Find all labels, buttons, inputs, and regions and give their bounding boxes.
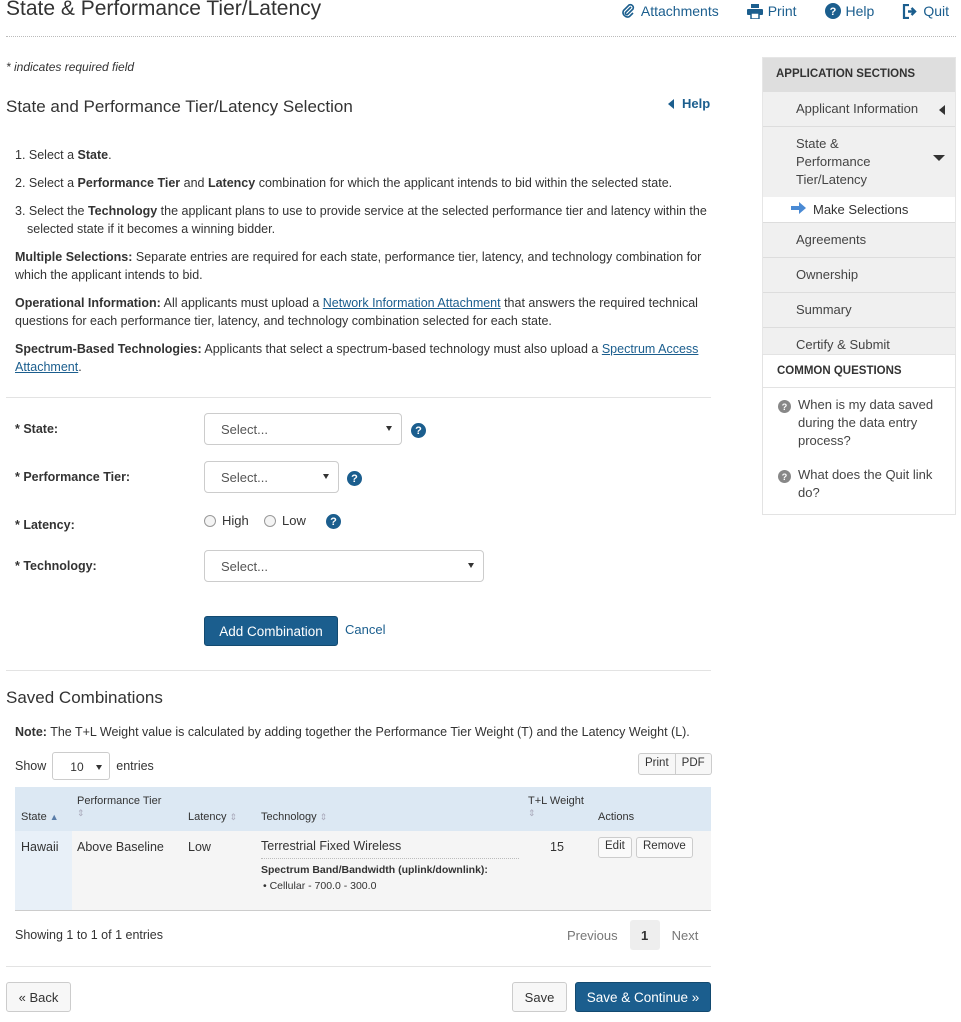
table-header <box>15 787 711 831</box>
performance-tier-label: * Performance Tier: <box>15 470 131 484</box>
help-circle-icon <box>825 3 841 19</box>
sort-icon: ⇕ <box>229 812 238 822</box>
cancel-link[interactable]: Cancel <box>345 622 386 637</box>
caret-left-icon <box>939 105 945 115</box>
latency-label: * Latency: <box>15 518 75 532</box>
latency-high-radio[interactable]: High <box>204 513 249 528</box>
latency-help-icon[interactable]: ? <box>326 514 341 529</box>
dropdown-caret-icon <box>386 426 392 431</box>
table-row <box>15 831 711 911</box>
dropdown-caret-icon <box>96 765 102 770</box>
sidebar-item-state-performance[interactable]: State & Performance Tier/Latency <box>763 127 955 197</box>
section-title: State and Performance Tier/Latency Selection <box>6 97 353 116</box>
operational-info-note: Operational Information: All applicants must upload a Network Information Attachment that answers the required technical questions for each performance tier, latency, and technology combination selected for each state. <box>15 296 698 328</box>
svg-text:?: ? <box>829 6 836 18</box>
export-buttons <box>638 753 712 775</box>
technology-select[interactable]: Select... <box>204 550 484 582</box>
sort-icon: ⇕ <box>77 808 85 818</box>
performance-tier-select[interactable]: Select... <box>204 461 339 493</box>
sort-asc-icon: ▲ <box>49 812 59 822</box>
spectrum-tech-note: Spectrum-Based Technologies: Applicants that select a spectrum-based technology must also upload a Spectrum Access Attachment. <box>15 342 699 374</box>
required-field-note: * indicates required field <box>6 60 135 74</box>
dropdown-caret-icon <box>468 563 474 568</box>
divider <box>6 670 711 671</box>
performance-tier-help-icon[interactable]: ? <box>347 471 362 486</box>
technology-label: * Technology: <box>15 559 97 573</box>
section-help-link[interactable] <box>668 96 710 111</box>
instruction-step-1: 1. Select a State. <box>15 148 112 162</box>
instructions <box>15 146 715 386</box>
application-sections-nav <box>762 57 956 363</box>
sidebar-item-agreements[interactable]: Agreements <box>763 223 955 258</box>
common-questions-panel <box>762 354 956 515</box>
question-quit-link[interactable]: ? What does the Quit link do? <box>763 458 955 514</box>
attachments-link[interactable] <box>620 3 719 19</box>
sidebar-item-ownership[interactable]: Ownership <box>763 258 955 293</box>
state-select[interactable]: Select... <box>204 413 402 445</box>
state-help-icon[interactable]: ? <box>411 423 426 438</box>
divider <box>6 397 711 398</box>
help-header-label: Help <box>845 3 875 19</box>
column-header-performance-tier[interactable]: Performance Tier ⇕ <box>77 795 162 818</box>
remove-button[interactable]: Remove <box>636 837 693 858</box>
column-header-technology[interactable]: Technology ⇕ <box>261 811 328 823</box>
sign-out-icon <box>902 4 918 19</box>
question-icon: ? <box>778 470 791 483</box>
arrow-right-icon <box>791 202 807 217</box>
help-header-link[interactable] <box>825 3 875 19</box>
showing-entries-text: Showing 1 to 1 of 1 entries <box>15 928 164 942</box>
sidebar-heading: APPLICATION SECTIONS <box>763 58 955 92</box>
pager-previous[interactable]: Previous <box>567 927 618 943</box>
column-header-actions: Actions <box>598 811 635 823</box>
save-button[interactable]: Save <box>512 982 567 1012</box>
network-info-attachment-link[interactable]: Network Information Attachment <box>322 296 501 310</box>
pagination <box>567 920 698 950</box>
common-questions-heading: COMMON QUESTIONS <box>763 355 955 388</box>
quit-link[interactable] <box>902 3 949 19</box>
export-pdf-button[interactable]: PDF <box>676 753 712 775</box>
spectrum-value: • Cellular - 700.0 - 300.0 <box>263 880 377 892</box>
instruction-step-3: 3. Select the Technology the applicant plans to use to provide service at the selected performance tier and latency within the selected state if it becomes a winning bidder. <box>15 204 707 236</box>
sidebar-item-certify-submit[interactable]: Certify & Submit <box>796 337 890 352</box>
cell-weight: 15 <box>550 840 564 854</box>
print-label: Print <box>767 3 797 19</box>
caret-left-icon <box>668 99 674 109</box>
section-help-label: Help <box>682 96 711 111</box>
radio-circle[interactable] <box>204 515 216 527</box>
print-link[interactable] <box>747 3 797 19</box>
multiple-selections-note: Multiple Selections: Separate entries are required for each state, performance tier, latency, and technology combination for which the applicant intends to bid. <box>15 250 702 282</box>
caret-down-icon <box>933 155 945 161</box>
attachments-label: Attachments <box>640 3 719 19</box>
pager-current-page[interactable]: 1 <box>630 920 660 950</box>
sidebar-subitem-make-selections[interactable]: Make Selections <box>763 197 955 223</box>
sidebar-item-summary[interactable]: Summary <box>763 293 955 328</box>
weight-note: Note: The T+L Weight value is calculated by adding together the Performance Tier Weight (T) and the Latency Weight (L). <box>15 725 690 739</box>
instruction-step-2: 2. Select a Performance Tier and Latency combination for which the applicant intends to bid within the selected state. <box>15 176 673 190</box>
paperclip-icon <box>620 3 636 19</box>
entries-per-page-select[interactable]: 10 <box>52 752 110 780</box>
saved-combinations-title: Saved Combinations <box>6 688 163 707</box>
header-divider <box>6 36 956 37</box>
dropdown-caret-icon <box>323 474 329 479</box>
sidebar-item-applicant-information[interactable]: Applicant Information <box>763 92 955 127</box>
back-button[interactable]: « Back <box>6 982 71 1012</box>
question-icon: ? <box>778 400 791 413</box>
cell-latency: Low <box>188 840 211 854</box>
cell-state: Hawaii <box>21 840 59 854</box>
divider <box>6 966 711 967</box>
column-header-state[interactable]: State ▲ <box>21 811 59 823</box>
latency-low-radio[interactable]: Low <box>264 513 306 528</box>
save-continue-button[interactable]: Save & Continue » <box>575 982 711 1012</box>
pager-next[interactable]: Next <box>671 927 699 943</box>
question-data-saved[interactable]: ? When is my data saved during the data entry process? <box>763 388 955 458</box>
column-header-weight[interactable]: T+L Weight ⇕ <box>528 795 584 818</box>
add-combination-button[interactable]: Add Combination <box>204 616 338 646</box>
column-header-latency[interactable]: Latency ⇕ <box>188 811 238 823</box>
sort-icon: ⇕ <box>528 808 536 818</box>
show-entries: Show 10 entries <box>15 752 154 780</box>
state-label: * State: <box>15 422 59 436</box>
spectrum-label: Spectrum Band/Bandwidth (uplink/downlink): <box>261 864 488 876</box>
export-print-button[interactable]: Print <box>638 753 676 775</box>
edit-button[interactable]: Edit <box>598 837 632 858</box>
quit-label: Quit <box>923 3 949 19</box>
spectrum-access-attachment-link[interactable]: Spectrum Access Attachment <box>15 342 699 374</box>
radio-circle[interactable] <box>264 515 276 527</box>
sort-icon: ⇕ <box>319 812 328 822</box>
cell-technology: Terrestrial Fixed Wireless <box>261 839 519 859</box>
cell-performance-tier: Above Baseline <box>77 840 164 854</box>
printer-icon <box>747 4 763 19</box>
top-links <box>620 3 949 19</box>
page-title: State & Performance Tier/Latency <box>6 0 322 20</box>
